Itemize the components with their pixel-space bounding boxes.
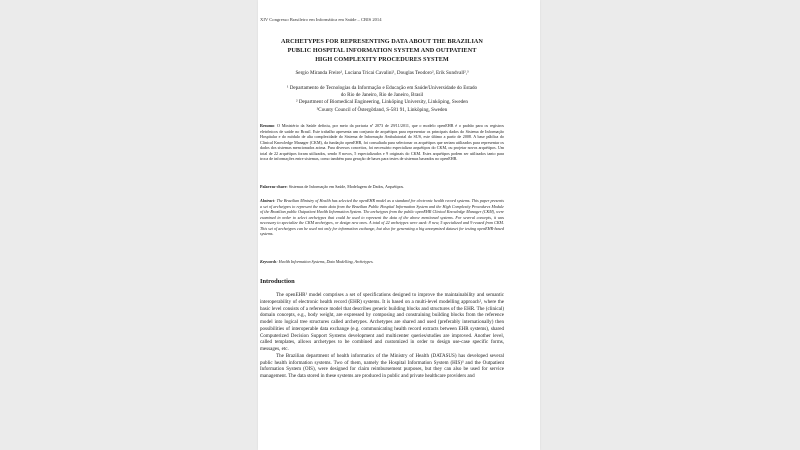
title-line: PUBLIC HOSPITAL INFORMATION SYSTEM AND OUTPATIENT bbox=[287, 47, 477, 54]
affiliation-line: ³County Council of Östergötland, S-581 91, Linköping, Sweden bbox=[316, 106, 448, 113]
resumo-text: : O Ministério da Saúde definiu, por meio da portaria nº 2073 de 29/11/2011, que o modelo openEHR é o padrão para os registros eletrônicos de saúde no Brasil. Este trabalho apresenta um conjunto de arquétipos para representar os principais dados do Sistema de Informação Hospitalar e do módulo de alta complexidade do Sistema de Informação Ambulatorial do SUS, este último a partir de 2008. A base pública do Clinical Knowledge Manager (CKM), da fundação openEHR, foi consultada para selecionar os arquétipos que seriam utilizados para representar os dados dos sistemas mencionados acima. Para diversos conceitos, foi necessário especializar arquétipos do CKM, ou projetar novos arquétipos. Um total de 22 arquétipos foram utilizados, sendo 8 novos, 5 especializados e 9 originais do CKM. Estes arquétipos podem ser utilizados tanto para troca de informações entre sistemas, como também para geração de bases para testes de sistemas baseados no openEHR. bbox=[260, 123, 504, 162]
title-line: HIGH COMPLEXITY PROCEDURES SYSTEM bbox=[315, 56, 449, 63]
affiliation-line: do Rio de Janeiro, Rio de Janeiro, Brasil bbox=[340, 92, 424, 99]
running-header: XIV Congresso Brasileiro em Informática em Saúde – CBIS 2014 bbox=[260, 17, 382, 22]
resumo-label: Resumo bbox=[260, 123, 275, 128]
affiliations bbox=[258, 85, 506, 114]
abstract-label: Abstract bbox=[260, 198, 275, 203]
abstract-block bbox=[260, 198, 504, 237]
introduction-body bbox=[260, 292, 504, 380]
title-line: ARCHETYPES FOR REPRESENTING DATA ABOUT THE BRAZILIAN bbox=[281, 38, 483, 45]
keywords-block bbox=[260, 259, 504, 265]
palavras-text: : Sistemas de Informação em Saúde, Modelagem de Dados, Arquétipos. bbox=[286, 184, 405, 189]
abstract-text: : The Brazilian Ministry of Health has selected the openEHR model as a standard for electronic health record systems. This paper presents a set of archetypes to represent the main data from the Brazilian Public Hospital Information System and the High Complexity Procedures Module of the Brazilian public Outpatient Health Information System. The archetypes from the public openEHR Clinical Knowledge Manager (CKM), were examined in order to select archetypes that could be used to represent the data of the above mentioned systems. For several concepts, it was necessary to specialize the CKM archetypes, or design new ones. A total of 22 archetypes were used: 8 new, 5 specialized and 9 reused from CKM. This set of archetypes can be used not only for information exchange, but also for generating a big anonymized dataset for testing openEHR-based systems. bbox=[260, 198, 504, 237]
page-edge bbox=[258, 444, 540, 450]
paragraph: The Brazilian department of health informatics of the Ministry of Health (DATASUS) has developed several public health information systems. Two of them, namely the Hospital Information System (HIS)³ and the Outpatient Information System (OIS), were designed for claim reimbursement purposes, but they can also be used for service management. The data stored in these systems are produced in public and private healthcare providers and bbox=[260, 352, 504, 379]
paper-title bbox=[258, 37, 506, 64]
affiliation-line: ¹ Departamento de Tecnologias da Informação e Educação em Saúde/Universidade do Estado bbox=[286, 85, 478, 91]
paragraph: The openEHR¹ model comprises a set of specifications designed to improve the maintainability and semantic interoperability of electronic health record (EHR) systems. It is based on a multi-level modelling approach², where the basic level consists of a reference model that describes generic building blocks and structures of the EHR. The (clinical) domain concepts, e.g., body weight, are expressed by composing and constraining building blocks from the reference model into logical tree structures called archetypes. Archetypes are shared and used (preferably internationally) then possibilities of interoperable data exchange (e.g. communicating health record extracts between EHR systems), shared Computerized Decision Support Systems development and multicenter queries/studies are improved. Another level, called templates, allows archetypes to be combined and customized in order to design use-case specific forms, messages, etc. bbox=[260, 292, 504, 352]
resumo-block bbox=[260, 123, 504, 162]
palavras-chave-block bbox=[260, 184, 504, 190]
section-heading-introduction: Introduction bbox=[260, 278, 295, 285]
palavras-label: Palavras-chave bbox=[260, 184, 287, 189]
keywords-text: : Health Information Systems, Data Modelling, Archetypes. bbox=[276, 259, 374, 264]
affiliation-line: ² Department of Biomedical Engineering, Linköping University, Linköping, Sweden bbox=[296, 99, 468, 106]
document-page[interactable] bbox=[258, 0, 540, 450]
author-list: Sergio Miranda Freire¹, Luciana Tricai Cavalini¹, Douglas Teodoro², Erik Sundvall²,³ bbox=[295, 70, 469, 76]
keywords-label: Keywords bbox=[260, 259, 277, 264]
